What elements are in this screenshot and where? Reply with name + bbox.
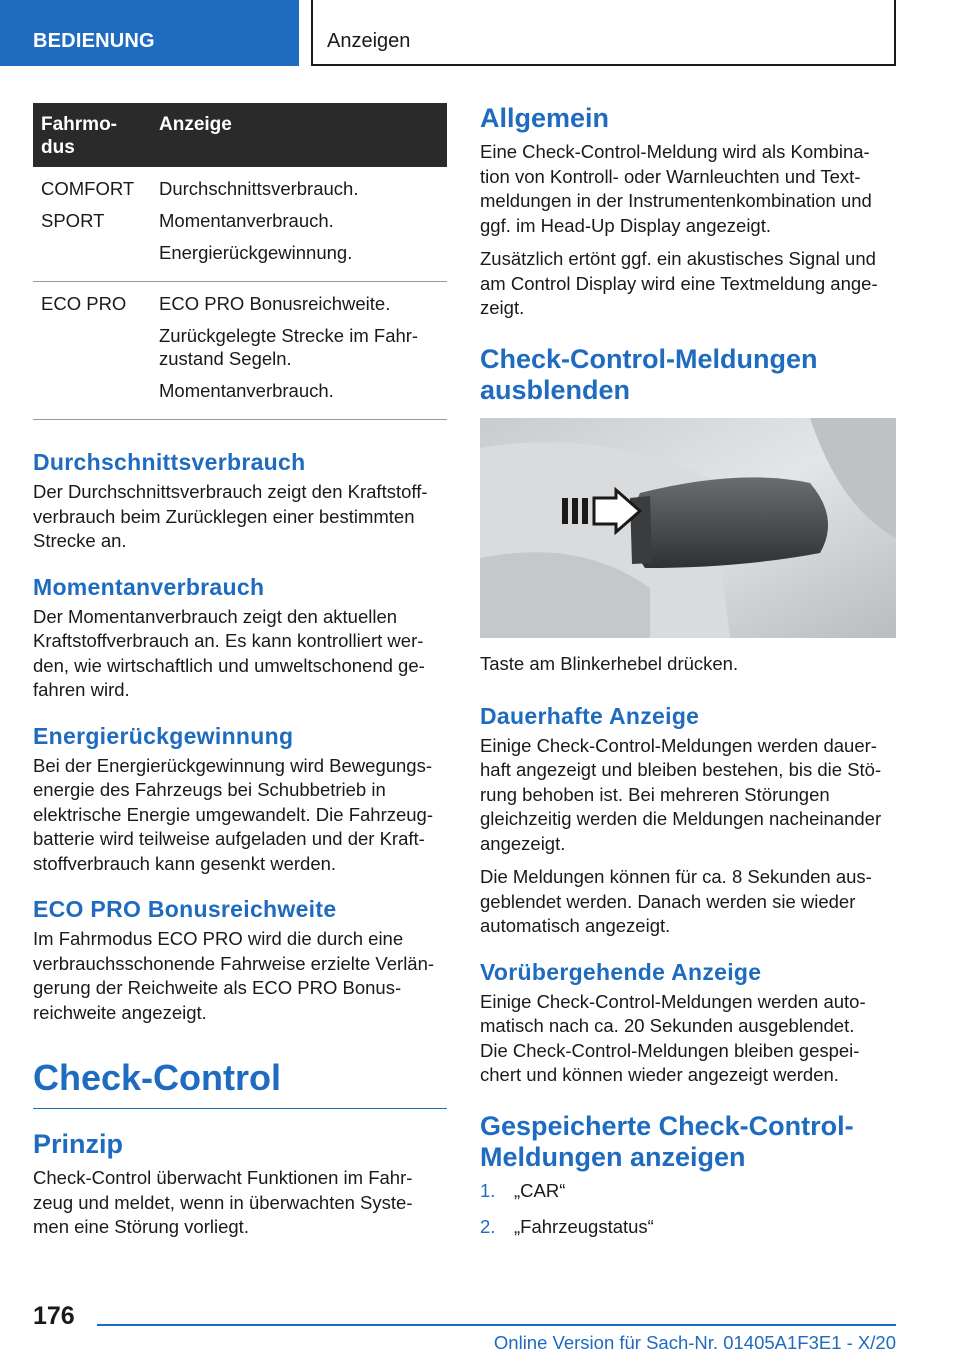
heading-momentanverbrauch: Momentanverbrauch [33, 573, 265, 600]
mode-sport: SPORT [41, 210, 105, 231]
display-value: Zurückgelegte Strecke im Fahr- zustand Segeln. [159, 325, 419, 369]
table-header-display-text: Anzeige [159, 114, 232, 135]
drive-mode-table [33, 103, 447, 420]
paragraph: Einige Check-Control-Meldungen werden auto- matisch nach ca. 20 Sekunden ausgeblendet. Die Check-Control-Meldungen bleiben gespei- chert und können wieder angezeigt werden. [480, 990, 866, 1085]
list-item [480, 1215, 896, 1239]
step-number: 2. [480, 1215, 496, 1237]
mode-comfort: COMFORT [41, 178, 135, 199]
display-value: Momentanverbrauch. [159, 380, 334, 401]
display-value: Momentanverbrauch. [159, 210, 334, 231]
table-row [33, 167, 447, 282]
display-value: Energierückgewinnung. [159, 242, 353, 263]
heading-eco-pro-bonusreichweite: ECO PRO Bonusreichweite [33, 896, 337, 922]
left-column [33, 103, 447, 1249]
paragraph: Bei der Energierückgewinnung wird Bewegungs- energie des Fahrzeugs bei Schubbetrieb in elektrische Energie umgewandelt. Die Fahrzeug- batterie wird teilweise aufgeladen und der Kraft- stoffverbrauch kann gesenkt werden. [33, 754, 434, 874]
table-header-mode [33, 103, 151, 167]
table-cell-display [151, 167, 447, 282]
paragraph: Eine Check-Control-Meldung wird als Kombina- tion von Kontroll- oder Warnleuchten und Text- meldungen in der Instrumentenkombination und ggf. im Head-Up Display angezeigt. [480, 141, 872, 236]
step-text: „Fahrzeugstatus“ [514, 1215, 654, 1237]
table-cell-mode [33, 167, 151, 282]
section-tab [0, 0, 299, 66]
steps-list [480, 1179, 896, 1239]
table-cell-mode [33, 282, 151, 420]
footer-online-version: Online Version für Sach-Nr. 01405A1F3E1 - X/20 [493, 1332, 896, 1353]
chapter-title-box [311, 0, 896, 66]
table-header-mode-text: Fahrmo- dus [41, 114, 117, 158]
paragraph: Einige Check-Control-Meldungen werden dauer- haft angezeigt und bleiben bestehen, bis die Stö- rung behoben ist. Bei mehreren Störungen gleichzeitig werden die Meldungen nacheinander angezeigt. [480, 734, 882, 854]
table-row [33, 282, 447, 420]
paragraph: Die Meldungen können für ca. 8 Sekunden aus- geblendet werden. Danach werden sie wieder automatisch angezeigt. [480, 866, 872, 936]
table-cell-display [151, 282, 447, 420]
chapter-title: Anzeigen [327, 30, 411, 52]
paragraph: Der Momentanverbrauch zeigt den aktuellen Kraftstoffverbrauch an. Es kann kontrolliert wer- den, wie wirtschaftlich und umweltschonend ge- fahren wird. [33, 605, 425, 700]
display-value: ECO PRO Bonusreichweite. [159, 293, 391, 314]
step-text: „CAR“ [514, 1179, 566, 1201]
right-column [480, 103, 896, 1251]
heading-allgemein: Allgemein [480, 103, 610, 133]
heading-durchschnittsverbrauch: Durchschnittsverbrauch [33, 449, 306, 475]
heading-gespeicherte-meldungen: Gespeicherte Check-Control- Meldungen anzeigen [480, 1110, 854, 1172]
table-header-display [151, 103, 447, 167]
heading-energierueckgewinnung: Energierückgewinnung [33, 722, 294, 749]
table-header-row [33, 103, 447, 167]
heading-meldungen-ausblenden: Check-Control-Meldungen ausblenden [480, 343, 818, 405]
paragraph: Im Fahrmodus ECO PRO wird die durch eine verbrauchsschonende Fahrweise erzielte Verlän- gerung der Reichweite als ECO PRO Bonus- reichweite angezeigt. [33, 928, 435, 1023]
paragraph: Der Durchschnittsverbrauch zeigt den Kraftstoff- verbrauch beim Zurücklegen einer bestimmten Strecke an. [33, 481, 428, 551]
heading-prinzip: Prinzip [33, 1129, 124, 1159]
display-value: Durchschnittsverbrauch. [159, 178, 359, 199]
mode-eco-pro: ECO PRO [41, 293, 127, 314]
heading-voruebergehende-anzeige: Vorübergehende Anzeige [480, 958, 762, 985]
turn-signal-lever-photo [480, 418, 896, 638]
heading-dauerhafte-anzeige: Dauerhafte Anzeige [480, 702, 700, 729]
chapter-heading-check-control: Check-Control [33, 1058, 447, 1109]
list-item [480, 1179, 896, 1203]
section-label: BEDIENUNG [33, 30, 155, 52]
image-caption: Taste am Blinkerhebel drücken. [480, 652, 739, 674]
step-number: 1. [480, 1179, 496, 1201]
paragraph: Check-Control überwacht Funktionen im Fahr- zeug und meldet, wenn in überwachten Syste- men eine Störung vorliegt. [33, 1167, 413, 1237]
page-number: 176 [33, 1302, 75, 1330]
footer-divider [97, 1324, 896, 1326]
lever-illustration [480, 418, 896, 638]
paragraph: Zusätzlich ertönt ggf. ein akustisches Signal und am Control Display wird eine Textmeldung ange- zeigt. [480, 248, 878, 318]
